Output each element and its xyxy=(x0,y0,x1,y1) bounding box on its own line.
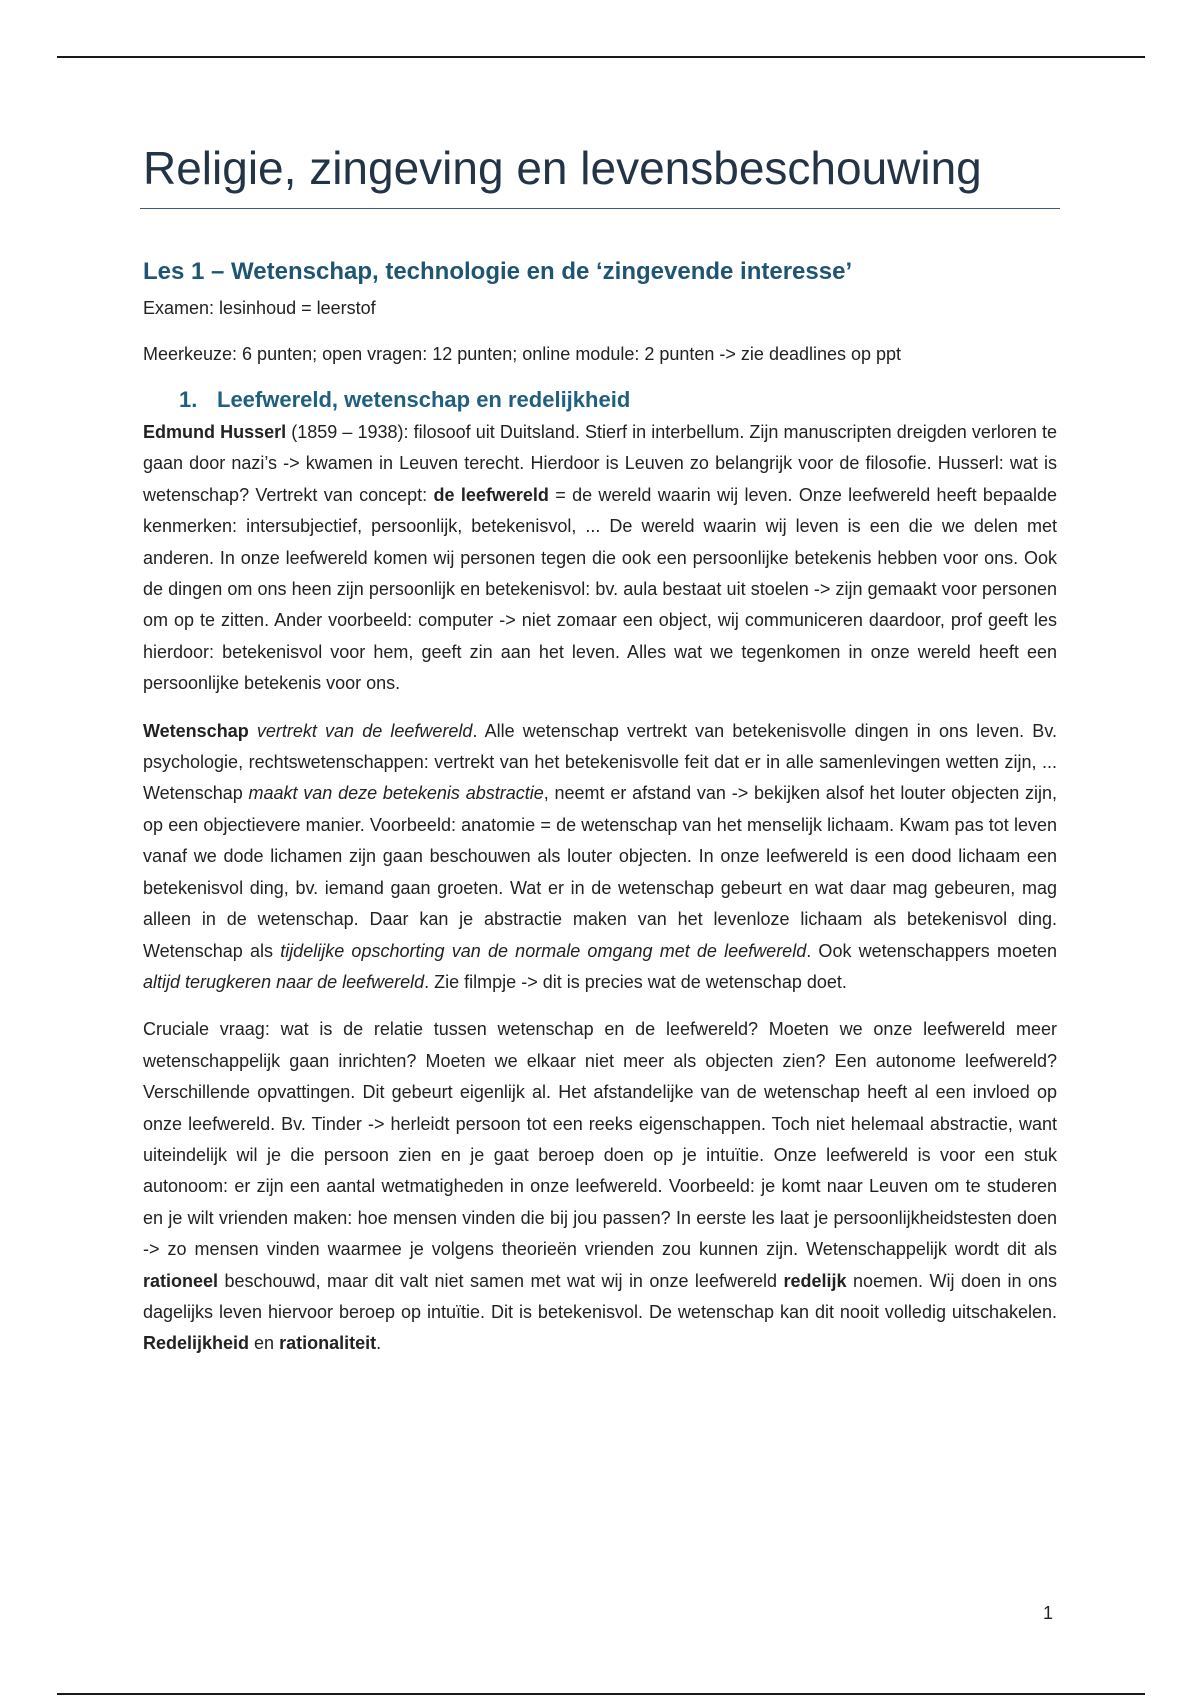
bold-term: rationaliteit xyxy=(279,1333,377,1354)
document-title: Religie, zingeving en levensbeschouwing xyxy=(140,140,1060,209)
page-number: 1 xyxy=(1043,1603,1054,1623)
text-run: = de wereld waarin wij leven. Onze leefwereld heeft bepaalde kenmerken: intersubjectief, persoonlijk, betekenisvol, ... De wereld waarin wij leven is een die we delen met anderen. In onze leefwereld komen wij personen tegen die ook een persoonlijke betekenis hebben voor ons. Ook de dingen om ons heen zijn persoonlijk en betekenisvol: bv. aula bestaat uit stoelen -> zijn gemaakt voor personen om op te zitten. Ander voorbeeld: computer -> niet zomaar een object, wij communiceren daardoor, prof geeft les hierdoor: betekenisvol voor hem, geeft zin aan het leven. Alles wat we tegenkomen in onze wereld heeft een persoonlijke betekenis voor ons. xyxy=(143,484,1058,694)
text-run: . Alle wetenschap vertrekt van betekenisvolle dingen in ons leven. Bv. psychologie, rechtswetenschappen: vertrekt van het betekenisvolle feit dat er in alle samenlevingen wetten zijn, ... Wetenschap xyxy=(143,720,1057,804)
italic-term: maakt van deze betekenis abstractie xyxy=(248,783,544,804)
text-run: (1859 – 1938): filosoof uit Duitsland. Stierf in interbellum. Zijn manuscripten dreigden verloren te gaan door nazi’s -> kwamen in Leuven terecht. Hierdoor is Leuven zo belangrijk voor de filosofie. Husserl: wat is wetenschap? Vertrekt van concept: xyxy=(143,422,1058,505)
document-page xyxy=(143,140,1057,1360)
bold-term: rationeel xyxy=(143,1270,219,1291)
text-run: beschouwd, maar dit valt niet samen met wat wij in onze leefwereld xyxy=(218,1270,784,1291)
paragraph-cruciale-vraag xyxy=(143,1014,1057,1359)
lesson-heading: Les 1 – Wetenschap, technologie en de ‘zingevende interesse’ xyxy=(143,258,853,285)
text-run xyxy=(249,721,257,741)
section-number: 1. xyxy=(179,387,198,412)
text-run: . Zie filmpje -> dit is precies wat de wetenschap doet. xyxy=(424,971,847,992)
bold-term: redelijk xyxy=(783,1270,847,1291)
bold-term: Redelijkheid xyxy=(143,1333,250,1354)
italic-term: altijd terugkeren naar de leefwereld xyxy=(143,971,425,992)
bold-term: de leefwereld xyxy=(433,484,549,505)
section-heading xyxy=(179,385,1057,415)
top-rule xyxy=(57,56,1145,58)
bottom-rule xyxy=(57,1693,1145,1695)
paragraph-wetenschap xyxy=(143,716,1057,999)
italic-term: vertrekt van de leefwereld xyxy=(256,720,473,741)
text-run: . Ook wetenschappers moeten xyxy=(806,940,1058,961)
text-run: noemen. Wij doen in ons dagelijks leven hiervoor beroep op intuïtie. Dit is betekenisvol. De wetenschap kan dit nooit volledig uitschakelen. xyxy=(143,1270,1057,1322)
points-line: Meerkeuze: 6 punten; open vragen: 12 punten; online module: 2 punten -> zie deadlines op ppt xyxy=(143,344,902,364)
bold-term: Wetenschap xyxy=(143,720,249,741)
text-run: , neemt er afstand van -> bekijken alsof het louter objecten zijn, op een objectievere manier. Voorbeeld: anatomie = de wetenschap van het menselijk lichaam. Kwam pas tot leven vanaf we dode lichamen zijn gaan beschouwen als louter objecten. In onze leefwereld is een dood lichaam een betekenisvol ding, bv. iemand gaan groeten. Wat er in de wetenschap gebeurt en wat daar mag gebeuren, mag alleen in de wetenschap. Daar kan je abstractie maken van het levenloze lichaam als betekenisvol ding. Wetenschap als xyxy=(143,783,1057,961)
bold-term: Edmund Husserl xyxy=(143,422,287,442)
text-run: Cruciale vraag: wat is de relatie tussen wetenschap en de leefwereld? Moeten we onze leefwereld meer wetenschappelijk gaan inrichten? Moeten we elkaar niet meer als objecten zien? Een autonome leefwereld? Verschillende opvattingen. Dit gebeurt eigenlijk al. Het afstandelijke van de wetenschap heeft al een invloed op onze leefwereld. Bv. Tinder -> herleidt persoon tot een reeks eigenschappen. Toch niet helemaal abstractie, want uiteindelijk wil je die persoon zien en je gaat beroep doen op je intuïtie. Onze leefwereld is voor een stuk autonoom: er zijn een aantal wetmatigheden in onze leefwereld. Voorbeeld: je komt naar Leuven om te studeren en je wilt vrienden maken: hoe mensen vinden die bij jou passen? In eerste les laat je persoonlijkheidstesten doen -> zo mensen vinden waarmee je volgens theorieën vrienden zou kunnen zijn. Wetenschappelijk wordt dit als xyxy=(143,1019,1057,1260)
section-title: Leefwereld, wetenschap en redelijkheid xyxy=(217,387,631,412)
text-run: . xyxy=(376,1333,382,1354)
text-run: en xyxy=(249,1333,280,1354)
paragraph-husserl xyxy=(143,417,1057,700)
exam-line: Examen: lesinhoud = leerstof xyxy=(143,298,376,318)
italic-term: tijdelijke opschorting van de normale omgang met de leefwereld xyxy=(280,940,807,961)
